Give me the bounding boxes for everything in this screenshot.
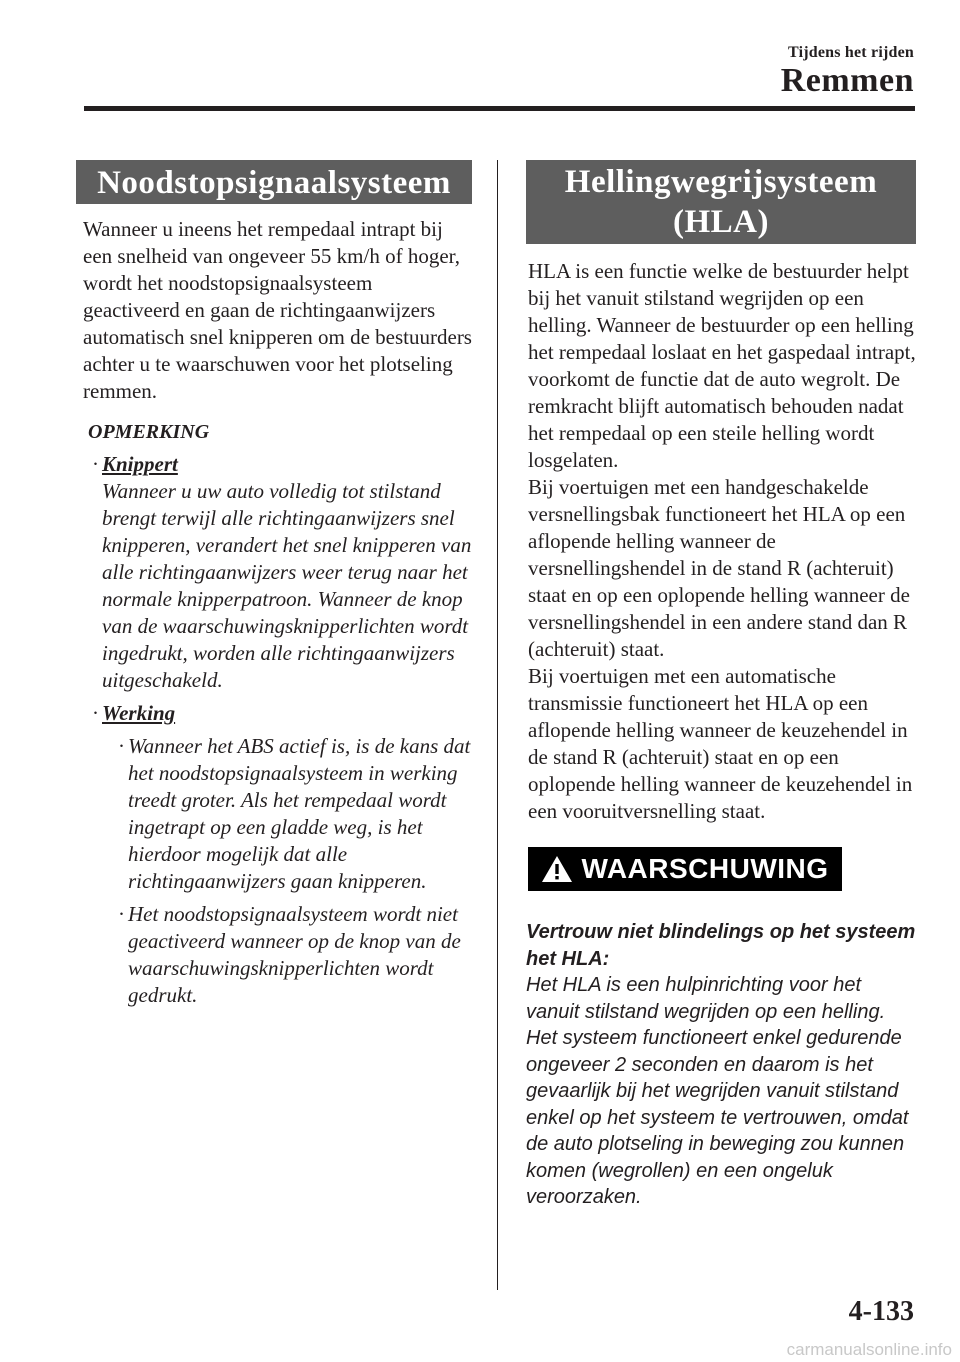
- hla-paragraph: HLA is een functie welke de bestuurder helpt bij het vanuit stilstand wegrijden op een helling. Wanneer de bestuurder op een helling het rempedaal loslaat en het gaspedaal intrapt, voorkomt de functie dat de auto wegrolt. De remkracht blijft automatisch behouden nadat het rempedaal op een steile helling wordt losgelaten.: [528, 259, 916, 472]
- hla-paragraph: Bij voertuigen met een handgeschakelde versnellingsbak functioneert het HLA op een aflopende helling wanneer de versnellingshendel in de stand R (achteruit) staat en op een oplopende helling wanneer de versnellingshendel in een andere stand dan R (achteruit) staat.: [528, 475, 910, 661]
- warning-text: [526, 919, 916, 1211]
- warning-triangle-icon: [541, 855, 573, 883]
- noodstop-body: Wanneer u ineens het rempedaal intrapt bij een snelheid van ongeveer 55 km/h of hoger, wordt het noodstopsignaalsysteem geactiveerd en gaan de richtingaanwijzers automatisch snel knipperen om de bestuurders achter u te waarschuwen voor het plotseling remmen.: [83, 217, 472, 403]
- bullet-icon: ·: [118, 734, 125, 758]
- hla-title-line1: Hellingwegrijsysteem: [564, 164, 878, 200]
- section-heading-hla: [526, 160, 916, 244]
- note-heading-knippert: Knippert: [102, 452, 178, 476]
- chapter-title: Remmen: [780, 62, 914, 99]
- column-divider: [497, 160, 498, 1290]
- section-title: Tijdens het rijden: [788, 44, 914, 61]
- sub-item: [118, 901, 472, 1009]
- left-column: [76, 160, 472, 1009]
- warning-heading: Vertrouw niet blindelings op het systeem het HLA:: [526, 921, 916, 970]
- sub-item: [118, 733, 472, 895]
- warning-badge: [528, 847, 842, 891]
- note-item-knippert: [92, 451, 472, 694]
- right-column: [526, 160, 916, 1211]
- note-heading-werking: Werking: [102, 701, 176, 725]
- page-number: 4-133: [848, 1296, 914, 1327]
- hla-paragraph: Bij voertuigen met een automatische transmissie functioneert het HLA op een aflopende helling wanneer de keuzehendel in de stand R (achteruit) staat en op een oplopende helling wanneer de keuzehendel in een vooruitversnelling staat.: [528, 664, 913, 823]
- bullet-icon: ·: [92, 701, 99, 725]
- sub-item-text: Wanneer het ABS actief is, is de kans dat het noodstopsignaalsysteem in werking treedt groter. Als het rempedaal wordt ingetrapt op een gladde weg, is het hierdoor mogelijk dat alle richtingaanwijzers gaan knipperen.: [128, 734, 471, 893]
- hla-title-line2: (HLA): [673, 204, 769, 240]
- section-heading-noodstop: Noodstopsignaalsysteem: [76, 160, 472, 204]
- note-text-knippert: Wanneer u uw auto volledig tot stilstand brengt terwijl alle richtingaanwijzers snel knipperen, verandert het snel knipperen van alle richtingaanwijzers weer terug naar het normale knipperpatroon. Wanneer de knop van de waarschuwingsknipperlichten wordt ingedrukt, worden alle richtingaanwijzers uitgeschakeld.: [102, 479, 472, 692]
- bullet-icon: ·: [92, 452, 99, 476]
- bullet-icon: ·: [118, 902, 125, 926]
- watermark: carmanualsonline.info: [786, 1340, 952, 1359]
- warning-label: WAARSCHUWING: [581, 853, 829, 884]
- sub-item-text: Het noodstopsignaalsysteem wordt niet geactiveerd wanneer op de knop van de waarschuwingsknipperlichten wordt gedrukt.: [128, 902, 461, 1007]
- note-label: OPMERKING: [88, 421, 210, 443]
- header-rule: [84, 106, 915, 111]
- warning-body: Het HLA is een hulpinrichting voor het vanuit stilstand wegrijden op een helling. Het systeem functioneert enkel gedurende ongeveer 2 seconden en daarom is het gevaarlijk bij het wegrijden vanuit stilstand enkel op het systeem te vertrouwen, omdat de auto plotseling in beweging zou kunnen komen (wegrollen) en een ongeluk veroorzaken.: [526, 974, 909, 1208]
- note-item-werking: [92, 700, 472, 1009]
